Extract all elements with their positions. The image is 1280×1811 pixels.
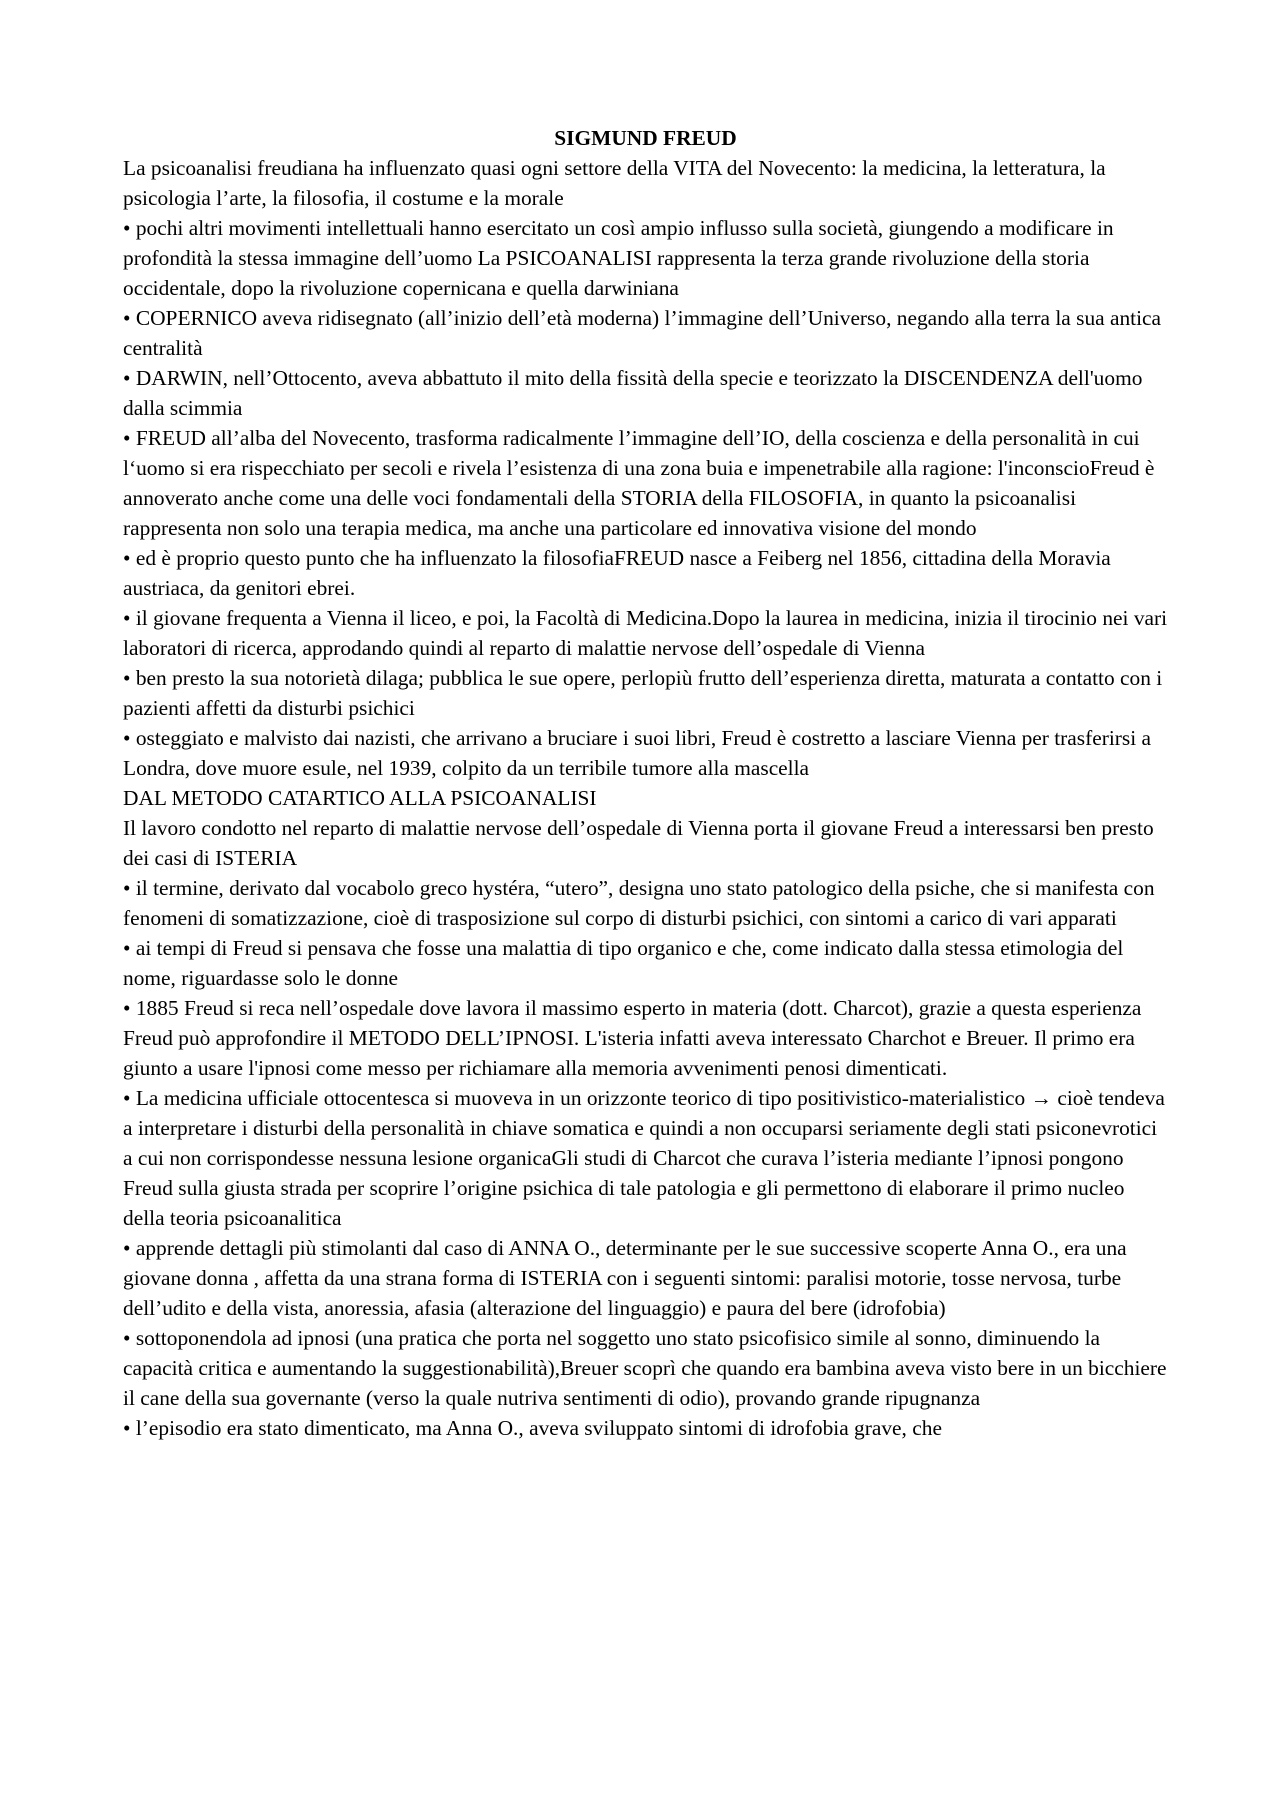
document-title: SIGMUND FREUD — [554, 126, 737, 150]
paragraph-bullet: • osteggiato e malvisto dai nazisti, che arrivano a bruciare i suoi libri, Freud è costretto a lasciare Vienna per trasferirsi a Londra, dove muore esule, nel 1939, colpito da un terribile tumore alla mascella — [123, 726, 1152, 780]
paragraph-bullet: • La medicina ufficiale ottocentesca si muoveva in un orizzonte teorico di tipo positivistico-materialistico → cioè tendeva a interpretare i disturbi della personalità in chiave somatica e quindi a non occuparsi seriamente degli stati psiconevrotici a cui non corrispondesse nessuna lesione organicaGli studi di Charcot che curava l’isteria mediante l’ipnosi pongono Freud sulla giusta strada per scoprire l’origine psichica di tale patologia e gli permettono di elaborare il primo nucleo della teoria psicoanalitica — [123, 1086, 1165, 1230]
paragraph-bullet: • ed è proprio questo punto che ha influenzato la filosofiaFREUD nasce a Feiberg nel 1856, cittadina della Moravia austriaca, da genitori ebrei. — [123, 546, 1111, 600]
paragraph-bullet: • FREUD all’alba del Novecento, trasforma radicalmente l’immagine dell’IO, della coscienza e della personalità in cui l‘uomo si era rispecchiato per secoli e rivela l’esistenza di una zona buia e impenetrabile alla ragione: l'inconscioFreud è annoverato anche come una delle voci fondamentali della STORIA della FILOSOFIA, in quanto la psicoanalisi rappresenta non solo una terapia medica, ma anche una particolare ed innovativa visione del mondo — [123, 426, 1155, 540]
section-heading: DAL METODO CATARTICO ALLA PSICOANALISI — [123, 786, 597, 810]
paragraph-bullet: • DARWIN, nell’Ottocento, aveva abbattuto il mito della fissità della specie e teorizzato la DISCENDENZA dell'uomo dalla scimmia — [123, 366, 1143, 420]
paragraph-bullet: • l’episodio era stato dimenticato, ma Anna O., aveva sviluppato sintomi di idrofobia grave, che — [123, 1416, 942, 1440]
paragraph-bullet: • ben presto la sua notorietà dilaga; pubblica le sue opere, perlopiù frutto dell’esperienza diretta, maturata a contatto con i pazienti affetti da disturbi psichici — [123, 666, 1163, 720]
paragraph-bullet: • il termine, derivato dal vocabolo greco hystéra, “utero”, designa uno stato patologico della psiche, che si manifesta con fenomeni di somatizzazione, cioè di trasposizione sul corpo di disturbi psichici, con sintomi a carico di vari apparati — [123, 876, 1155, 930]
document-body — [123, 123, 1168, 1443]
paragraph-bullet: • apprende dettagli più stimolanti dal caso di ANNA O., determinante per le sue successive scoperte Anna O., era una giovane donna , affetta da una strana forma di ISTERIA con i seguenti sintomi: paralisi motorie, tosse nervosa, turbe dell’udito e della vista, anoressia, afasia (alterazione del linguaggio) e paura del bere (idrofobia) — [123, 1236, 1127, 1320]
paragraph-intro: La psicoanalisi freudiana ha influenzato quasi ogni settore della VITA del Novecento: la medicina, la letteratura, la psicologia l’arte, la filosofia, il costume e la morale — [123, 156, 1106, 210]
paragraph-bullet: • sottoponendola ad ipnosi (una pratica che porta nel soggetto uno stato psicofisico simile al sonno, diminuendo la capacità critica e aumentando la suggestionabilità),Breuer scoprì che quando era bambina aveva visto bere in un bicchiere il cane della sua governante (verso la quale nutriva sentimenti di odio), provando grande ripugnanza — [123, 1326, 1167, 1410]
paragraph-bullet: • ai tempi di Freud si pensava che fosse una malattia di tipo organico e che, come indicato dalla stessa etimologia del nome, riguardasse solo le donne — [123, 936, 1124, 990]
paragraph-bullet: • il giovane frequenta a Vienna il liceo, e poi, la Facoltà di Medicina.Dopo la laurea in medicina, inizia il tirocinio nei vari laboratori di ricerca, approdando quindi al reparto di malattie nervose dell’ospedale di Vienna — [123, 606, 1168, 660]
paragraph-bullet: • COPERNICO aveva ridisegnato (all’inizio dell’età moderna) l’immagine dell’Universo, negando alla terra la sua antica centralità — [123, 306, 1162, 360]
paragraph: Il lavoro condotto nel reparto di malattie nervose dell’ospedale di Vienna porta il giovane Freud a interessarsi ben presto dei casi di ISTERIA — [123, 816, 1154, 870]
paragraph-bullet: • 1885 Freud si reca nell’ospedale dove lavora il massimo esperto in materia (dott. Charcot), grazie a questa esperienza Freud può approfondire il METODO DELL’IPNOSI. L'isteria infatti aveva interessato Charchot e Breuer. Il primo era giunto a usare l'ipnosi come messo per richiamare alla memoria avvenimenti penosi dimenticati. — [123, 996, 1142, 1080]
paragraph-bullet: • pochi altri movimenti intellettuali hanno esercitato un così ampio influsso sulla società, giungendo a modificare in profondità la stessa immagine dell’uomo La PSICOANALISI rappresenta la terza grande rivoluzione della storia occidentale, dopo la rivoluzione copernicana e quella darwiniana — [123, 216, 1114, 300]
